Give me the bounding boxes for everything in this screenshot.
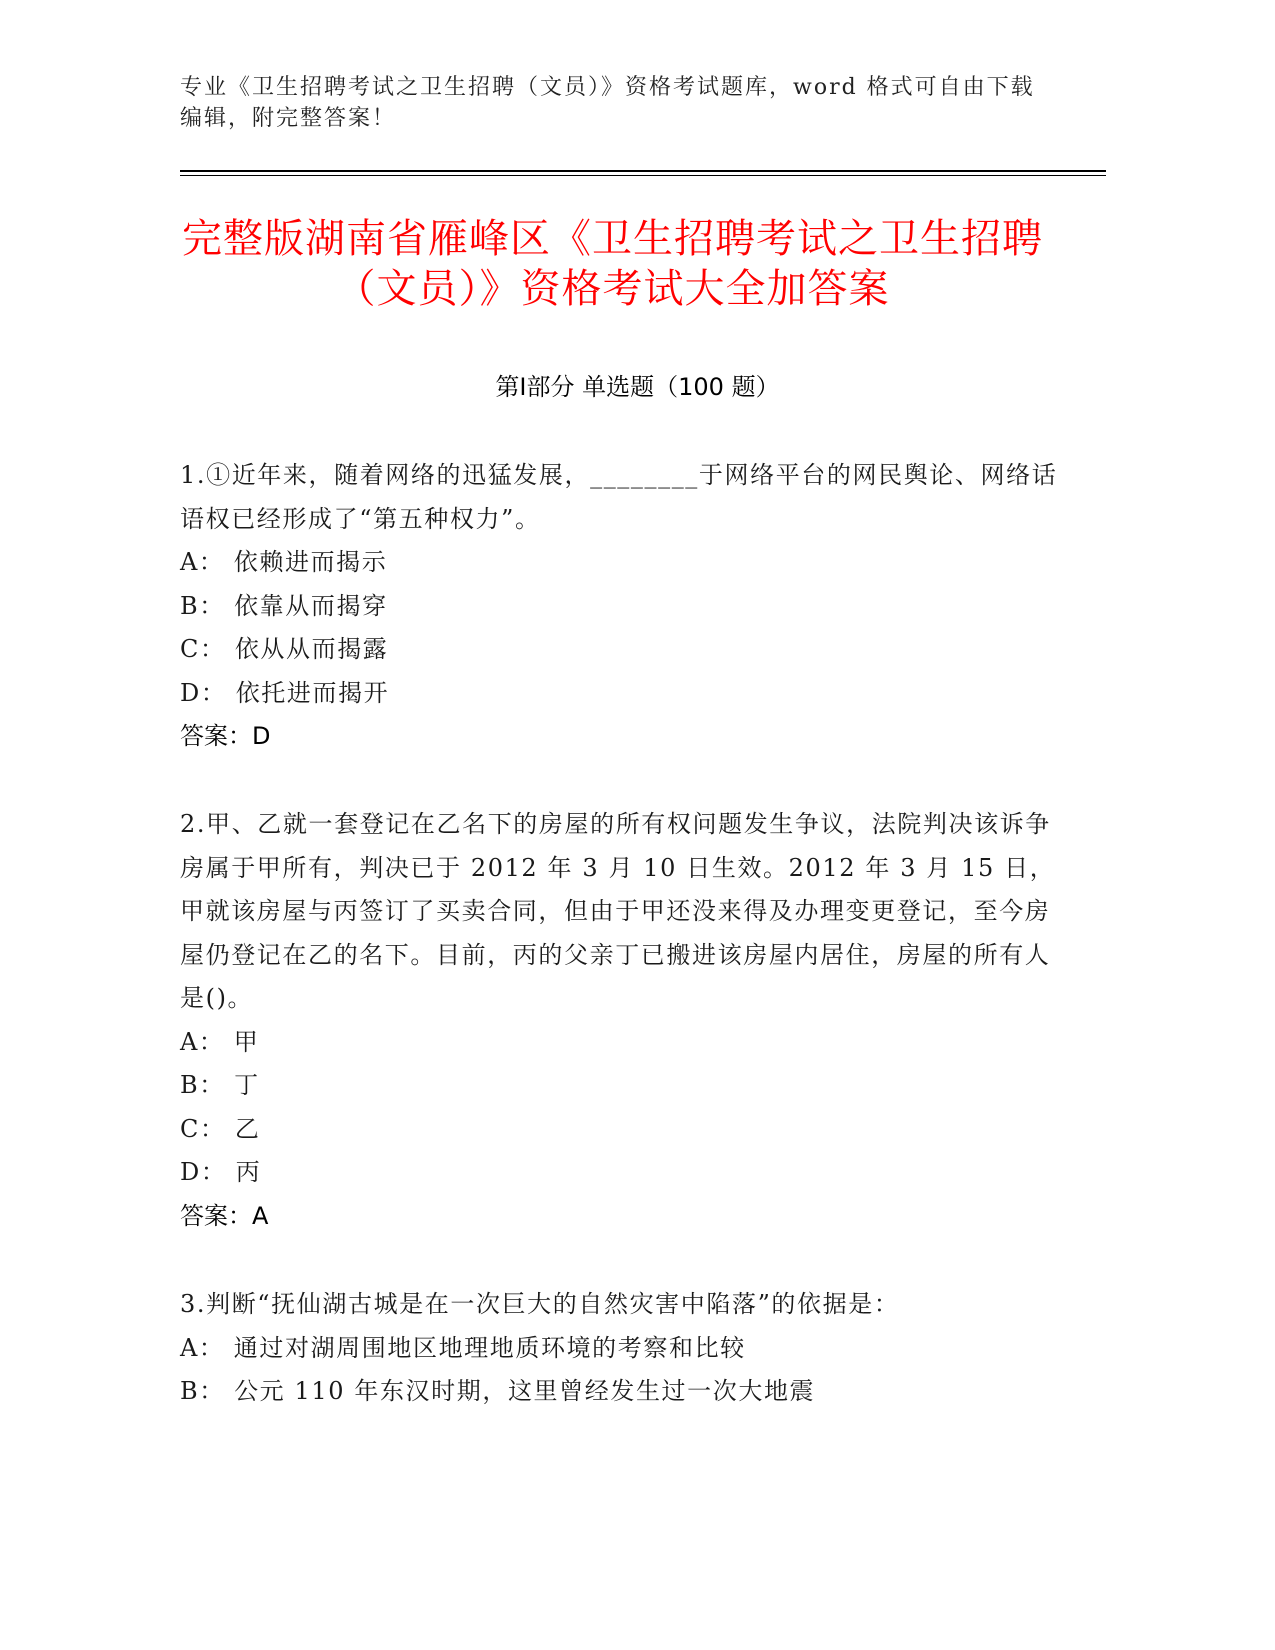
option-label: B： [180,591,225,620]
answer: 答案：A [180,1201,269,1230]
option-d [180,1151,1060,1195]
question-stem: 3.判断“抚仙湖古城是在一次巨大的自然灾害中陷落”的依据是： [180,1290,900,1318]
option-a [180,1327,1060,1371]
answer: 答案：D [180,722,271,750]
option-text: 丙 [235,1158,262,1186]
question-stem: 1.①近年来，随着网络的迅猛发展，________于网络平台的网民舆论、网络话语权已经形成了“第五种权力”。 [180,461,1058,533]
option-text: 甲 [233,1027,260,1056]
option-a [180,541,1060,585]
option-text: 依赖进而揭示 [233,548,388,576]
option-label: C： [180,1114,226,1143]
option-c [180,628,1060,672]
option-label: D： [180,678,227,707]
option-a [180,1021,1060,1065]
option-label: A： [180,548,225,576]
option-text: 依从从而揭露 [234,635,389,663]
option-b [180,1064,1060,1108]
header-note: 专业《卫生招聘考试之卫生招聘（文员）》资格考试题库，word 格式可自由下载编辑，附完整答案！ [180,75,1035,131]
option-d [180,672,1060,716]
option-label: C： [180,635,226,663]
header-rule-thin [180,175,1106,176]
option-label: A： [180,1333,225,1362]
question-3 [180,1283,1060,1414]
option-text: 依靠从而揭穿 [234,591,388,620]
option-b [180,1370,1060,1414]
option-label: B： [180,1071,225,1099]
option-c [180,1108,1060,1152]
option-text: 乙 [234,1114,261,1143]
header-rule-thick [180,170,1106,172]
question-1 [180,454,1060,759]
option-label: A： [180,1027,225,1056]
section-heading: 第Ⅰ部分 单选题（100 题） [495,373,780,401]
option-label: D： [180,1158,227,1186]
option-text: 通过对湖周围地区地理地质环境的考察和比较 [233,1333,746,1362]
option-label: B： [180,1377,225,1405]
option-text: 丁 [234,1071,260,1099]
option-b [180,585,1060,629]
question-2 [180,803,1060,1238]
document-title: 完整版湖南省雁峰区《卫生招聘考试之卫生招聘（文员）》资格考试大全加答案 [182,216,1043,312]
option-text: 公元 110 年东汉时期，这里曾经发生过一次大地震 [234,1377,816,1405]
option-text: 依托进而揭开 [235,678,390,707]
question-stem: 2.甲、乙就一套登记在乙名下的房屋的所有权问题发生争议，法院判决该诉争房属于甲所有，判决已于 2012 年 3 月 10 日生效。2012 年 3 月 15 日，甲就该房屋与丙签订了买卖合同，但由于甲还没来得及办理变更登记，至今房屋仍登记在乙的名下。目前，丙的父亲丁已搬进该房屋内居住，房屋的所有人是()。 [180,810,1056,1012]
